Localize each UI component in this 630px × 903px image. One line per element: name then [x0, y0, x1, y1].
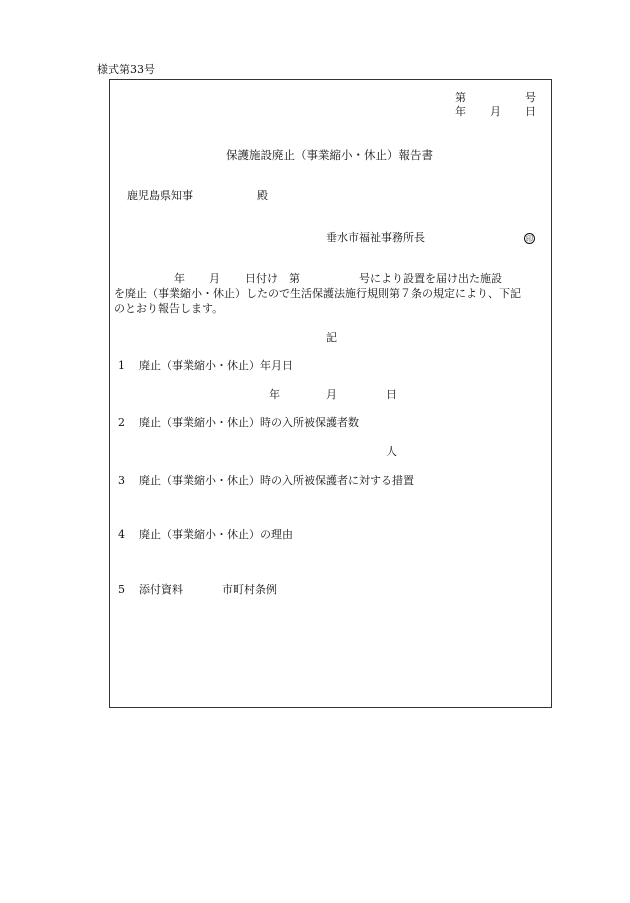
number-prefix: 第 — [455, 91, 466, 104]
body-no-prefix: 第 — [289, 272, 300, 285]
item1-day: 日 — [386, 388, 397, 401]
ki-heading: 記 — [326, 331, 337, 344]
body-line1-text: 号により設置を届け出た施設 — [359, 272, 502, 285]
item-number: 1 — [118, 359, 125, 372]
item1-month: 月 — [326, 388, 337, 401]
date-year: 年 — [455, 105, 466, 118]
body-line2: を廃止（事業縮小・休止）したので生活保護法施行規則第７条の規定により、下記 — [114, 287, 521, 300]
seal-mark — [524, 231, 535, 245]
date-month: 月 — [490, 105, 501, 118]
body-day-date: 日付け — [245, 272, 278, 285]
item-number: 4 — [118, 528, 125, 541]
item2-unit: 人 — [386, 445, 397, 458]
item-label: 廃止（事業縮小・休止）の理由 — [139, 528, 293, 541]
item-label: 添付資料 — [139, 583, 183, 596]
body-year: 年 — [174, 272, 185, 285]
form-number: 様式第33号 — [97, 63, 155, 76]
item-label: 廃止（事業縮小・休止）年月日 — [139, 359, 293, 372]
addressee-name: 鹿児島県知事 — [127, 189, 193, 202]
item-label: 廃止（事業縮小・休止）時の入所被保護者数 — [139, 416, 359, 429]
body-line3: のとおり報告します。 — [114, 302, 224, 315]
item5-value: 市町村条例 — [222, 583, 277, 596]
body-month: 月 — [209, 272, 220, 285]
number-suffix: 号 — [525, 91, 536, 104]
sender-name: 垂水市福祉事務所長 — [326, 231, 425, 244]
item-label: 廃止（事業縮小・休止）時の入所被保護者に対する措置 — [139, 474, 414, 487]
seal-icon: 印 — [526, 235, 533, 243]
item-number: 5 — [118, 583, 125, 596]
date-day: 日 — [525, 105, 536, 118]
item1-year: 年 — [269, 388, 280, 401]
item-number: 3 — [118, 474, 125, 487]
document-title: 保護施設廃止（事業縮小・休止）報告書 — [226, 148, 433, 162]
addressee-honorific: 殿 — [257, 189, 268, 202]
item-number: 2 — [118, 416, 125, 429]
